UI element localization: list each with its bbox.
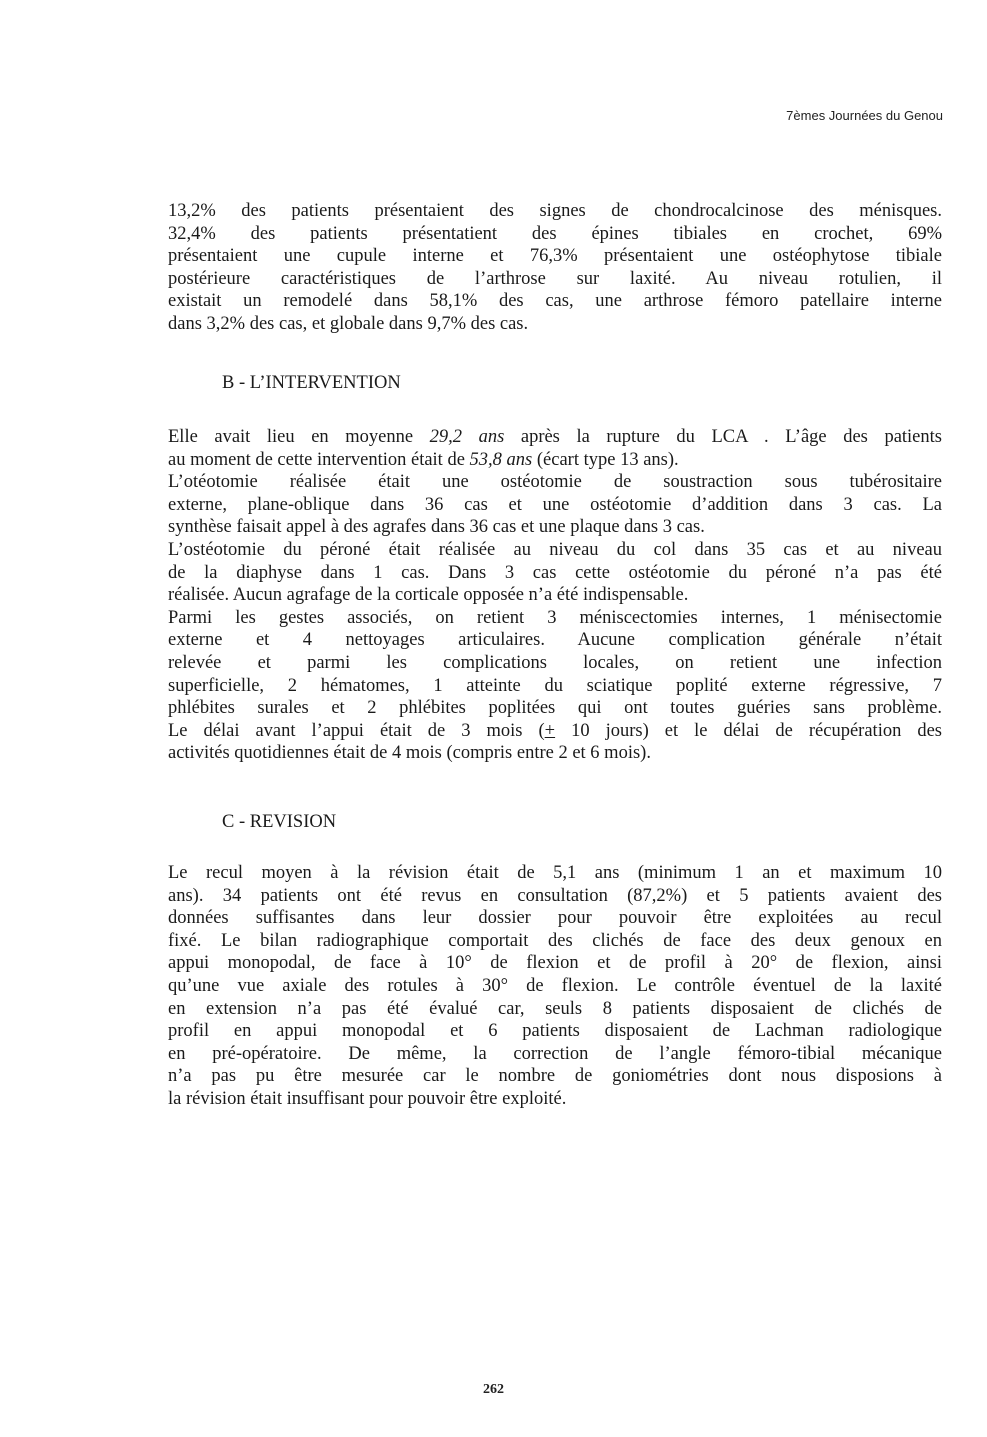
text-run: L’otéotomie réalisée était une ostéotomie de soustraction sous tubérositaire (168, 472, 942, 493)
text-line: postérieure caractéristiques de l’arthrose sur laxité. Au niveau rotulien, il (168, 268, 942, 289)
running-header: 7èmes Journées du Genou (786, 108, 943, 123)
text-line (168, 562, 942, 585)
page-number: 262 (483, 1382, 504, 1397)
text-line (168, 471, 942, 494)
text-line (168, 584, 942, 607)
text-run: L’ostéotomie du péroné était réalisée au niveau du col dans 35 cas et au niveau (168, 539, 942, 560)
italic-value: 29,2 ans (429, 427, 505, 447)
text-line: qu’une vue axiale des rotules à 30° de flexion. Le contrôle éventuel de la laxité (168, 975, 942, 996)
text-line: appui monopodal, de face à 10° de flexion et de profil à 20° de flexion, ainsi (168, 953, 942, 974)
text-run: externe et 4 nettoyages articulaires. Aucune complication générale n’était (168, 630, 942, 651)
text-line: n’a pas pu être mesurée car le nombre de goniométries dont nous disposions à (168, 1066, 942, 1087)
text-line (168, 449, 942, 472)
section-b-paragraph (168, 426, 942, 765)
section-a-paragraph (168, 200, 942, 336)
text-line (168, 516, 942, 539)
text-line (168, 426, 942, 449)
text-run: activités quotidiennes était de 4 mois (compris entre 2 et 6 mois). (168, 743, 651, 764)
text-run: phlébites surales et 2 phlébites poplitées qui ont toutes guéries sans problème. (168, 698, 942, 719)
text-line: 13,2% des patients présentaient des signes de chondrocalcinose des ménisques. (168, 201, 942, 221)
text-line: en extension n’a pas été évalué car, seuls 8 patients disposaient de clichés de (168, 998, 942, 1019)
text-run: externe, plane-oblique dans 36 cas et une ostéotomie d’addition dans 3 cas. La (168, 494, 942, 515)
text-run: de la diaphyse dans 1 cas. Dans 3 cas cette ostéotomie du péroné n’a pas été (168, 562, 942, 583)
text-line (168, 652, 942, 675)
text-line: données suffisantes dans leur dossier pour pouvoir être exploitées au recul (168, 908, 942, 929)
text-run: au moment de cette intervention était de (168, 449, 470, 470)
text-line (168, 494, 942, 517)
text-run: Parmi les gestes associés, on retient 3 méniscectomies internes, 1 ménisectomie (168, 607, 942, 628)
text-line (168, 539, 942, 562)
text-run: superficielle, 2 hématomes, 1 atteinte du sciatique poplité externe régressive, 7 (168, 675, 942, 696)
section-c-heading: C - REVISION (222, 812, 337, 832)
section-b-heading: B - L’INTERVENTION (222, 373, 401, 393)
text-run: relevée et parmi les complications locales, on retient une infection (168, 652, 942, 673)
text-run: 10 jours) et le délai de récupération des (555, 720, 942, 741)
text-line (168, 607, 942, 630)
text-line: dans 3,2% des cas, et globale dans 9,7% des cas. (168, 313, 529, 334)
text-run: Elle avait lieu en moyenne (168, 427, 430, 447)
text-run: réalisée. Aucun agrafage de la corticale opposée n’a été indispensable. (168, 585, 689, 606)
text-run: Le délai avant l’appui était de 3 mois ( (168, 720, 545, 741)
text-line: existait un remodelé dans 58,1% des cas, une arthrose fémoro patellaire interne (168, 291, 942, 312)
italic-value: 53,8 ans (469, 449, 533, 470)
text-line: ans). 34 patients ont été revus en consultation (87,2%) et 5 patients avaient des (168, 885, 942, 906)
text-line: Le recul moyen à la révision était de 5,1 ans (minimum 1 an et maximum 10 (168, 863, 942, 883)
text-line: la révision était insuffisant pour pouvoir être exploité. (168, 1088, 567, 1109)
text-run: synthèse faisait appel à des agrafes dans 36 cas et une plaque dans 3 cas. (168, 517, 705, 538)
section-c-paragraph (168, 862, 942, 1111)
text-line: profil en appui monopodal et 6 patients disposaient de Lachman radiologique (168, 1021, 942, 1042)
text-line: en pré-opératoire. De même, la correction de l’angle fémoro-tibial mécanique (168, 1043, 942, 1064)
text-line (168, 697, 942, 720)
text-line (168, 720, 942, 743)
text-line: présentaient une cupule interne et 76,3% présentaient une ostéophytose tibiale (168, 246, 942, 267)
text-line (168, 629, 942, 652)
text-run: (écart type 13 ans). (532, 449, 679, 470)
text-line (168, 742, 942, 765)
text-line: fixé. Le bilan radiographique comportait des clichés de face des deux genoux en (168, 930, 942, 951)
text-line: 32,4% des patients présentatient des épines tibiales en crochet, 69% (168, 223, 942, 244)
text-line (168, 675, 942, 698)
text-run: + (544, 720, 556, 741)
text-run: après la rupture du LCA . L’âge des patients (504, 427, 942, 447)
